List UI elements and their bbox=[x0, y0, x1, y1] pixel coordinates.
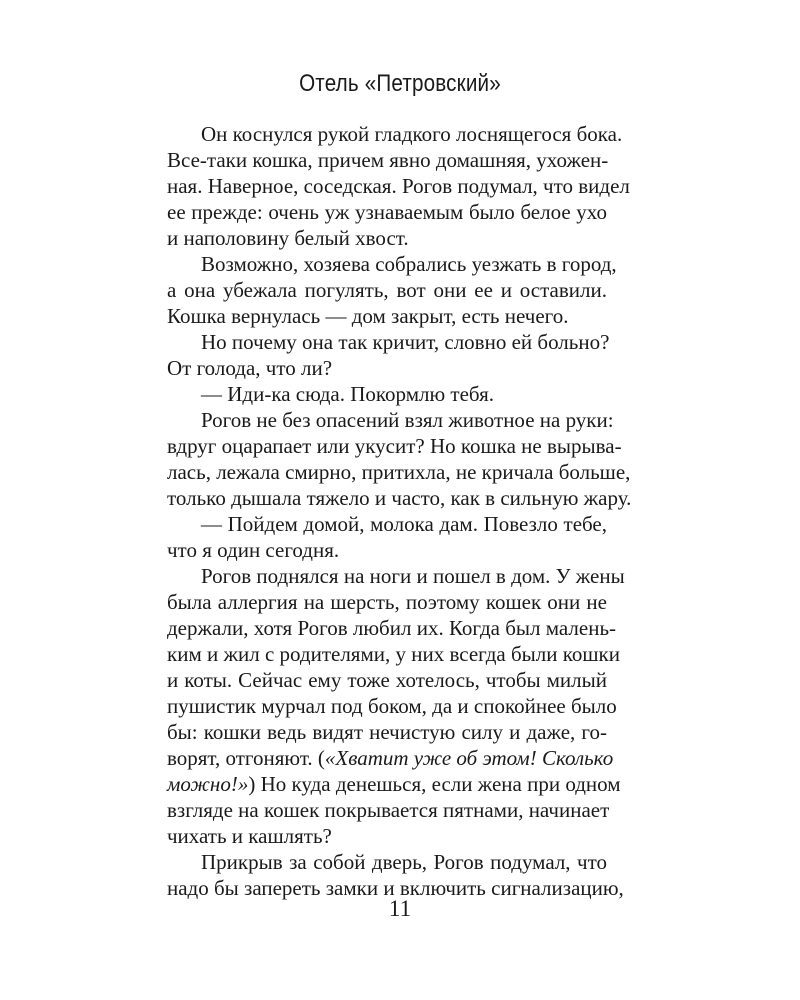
text-line: Рогов поднялся на ноги и пошел в дом. У жены bbox=[201, 564, 625, 588]
text-line: держали, хотя Рогов любил их. Когда был малень- bbox=[167, 616, 617, 640]
text-line: ким и жил с родителями, у них всегда были кошки bbox=[167, 642, 620, 666]
text-line: Кошка вернулась — дом закрыт, есть нечего. bbox=[167, 304, 569, 328]
text-line: надо бы запереть замки и включить сигнализацию, bbox=[167, 876, 624, 900]
text-line: чихать и кашлять? bbox=[167, 824, 332, 848]
text-line: Все-таки кошка, причем явно домашняя, ухожен- bbox=[167, 148, 609, 172]
text-line: Прикрыв за собой дверь, Рогов подумал, что bbox=[201, 850, 607, 874]
text-line: была аллергия на шерсть, поэтому кошек они не bbox=[167, 590, 607, 614]
text-line: что я один сегодня. bbox=[167, 538, 340, 562]
text-line: пушистик мурчал под боком, да и спокойнее было bbox=[167, 694, 617, 718]
text-line: От голода, что ли? bbox=[167, 356, 333, 380]
text-line: а она убежала погулять, вот они ее и оставили. bbox=[167, 278, 607, 302]
italic-span: можно!» bbox=[167, 772, 249, 796]
text-span: ворят, отгоняют. ( bbox=[167, 746, 325, 770]
text-line: — Пойдем домой, молока дам. Повезло тебе, bbox=[201, 512, 607, 536]
text-line: вдруг оцарапает или укусит? Но кошка не вырыва- bbox=[167, 434, 622, 458]
text-line-with-italic bbox=[167, 771, 621, 797]
italic-span: «Хватит уже об этом! Сколько bbox=[324, 746, 614, 770]
text-line: — Иди-ка сюда. Покормлю тебя. bbox=[201, 382, 494, 406]
body-text bbox=[167, 121, 632, 901]
page-number: 11 bbox=[388, 896, 412, 921]
text-line: и наполовину белый хвост. bbox=[167, 226, 409, 250]
text-line-with-italic bbox=[167, 745, 614, 771]
text-line: Рогов не без опасений взял животное на руки: bbox=[201, 408, 614, 432]
running-head: Отель «Петровский» bbox=[299, 70, 501, 97]
text-line: ее прежде: очень уж узнаваемым было белое ухо bbox=[167, 200, 607, 224]
text-line: Но почему она так кричит, словно ей больно? bbox=[201, 330, 610, 354]
text-line: взгляде на кошек покрывается пятнами, начинает bbox=[167, 798, 610, 822]
text-line: Возможно, хозяева собрались уезжать в город, bbox=[201, 252, 617, 276]
text-line: ная. Наверное, соседская. Рогов подумал, что видел bbox=[167, 174, 630, 198]
text-line: лась, лежала смирно, притихла, не кричала больше, bbox=[167, 460, 631, 484]
text-span: ) Но куда денешься, если жена при одном bbox=[248, 772, 621, 796]
text-line: только дышала тяжело и часто, как в сильную жару. bbox=[167, 486, 632, 510]
text-line: Он коснулся рукой гладкого лоснящегося бока. bbox=[201, 122, 623, 146]
text-line: бы: кошки ведь видят нечистую силу и даже, го- bbox=[167, 720, 607, 744]
text-line: и коты. Сейчас ему тоже хотелось, чтобы милый bbox=[167, 668, 607, 692]
